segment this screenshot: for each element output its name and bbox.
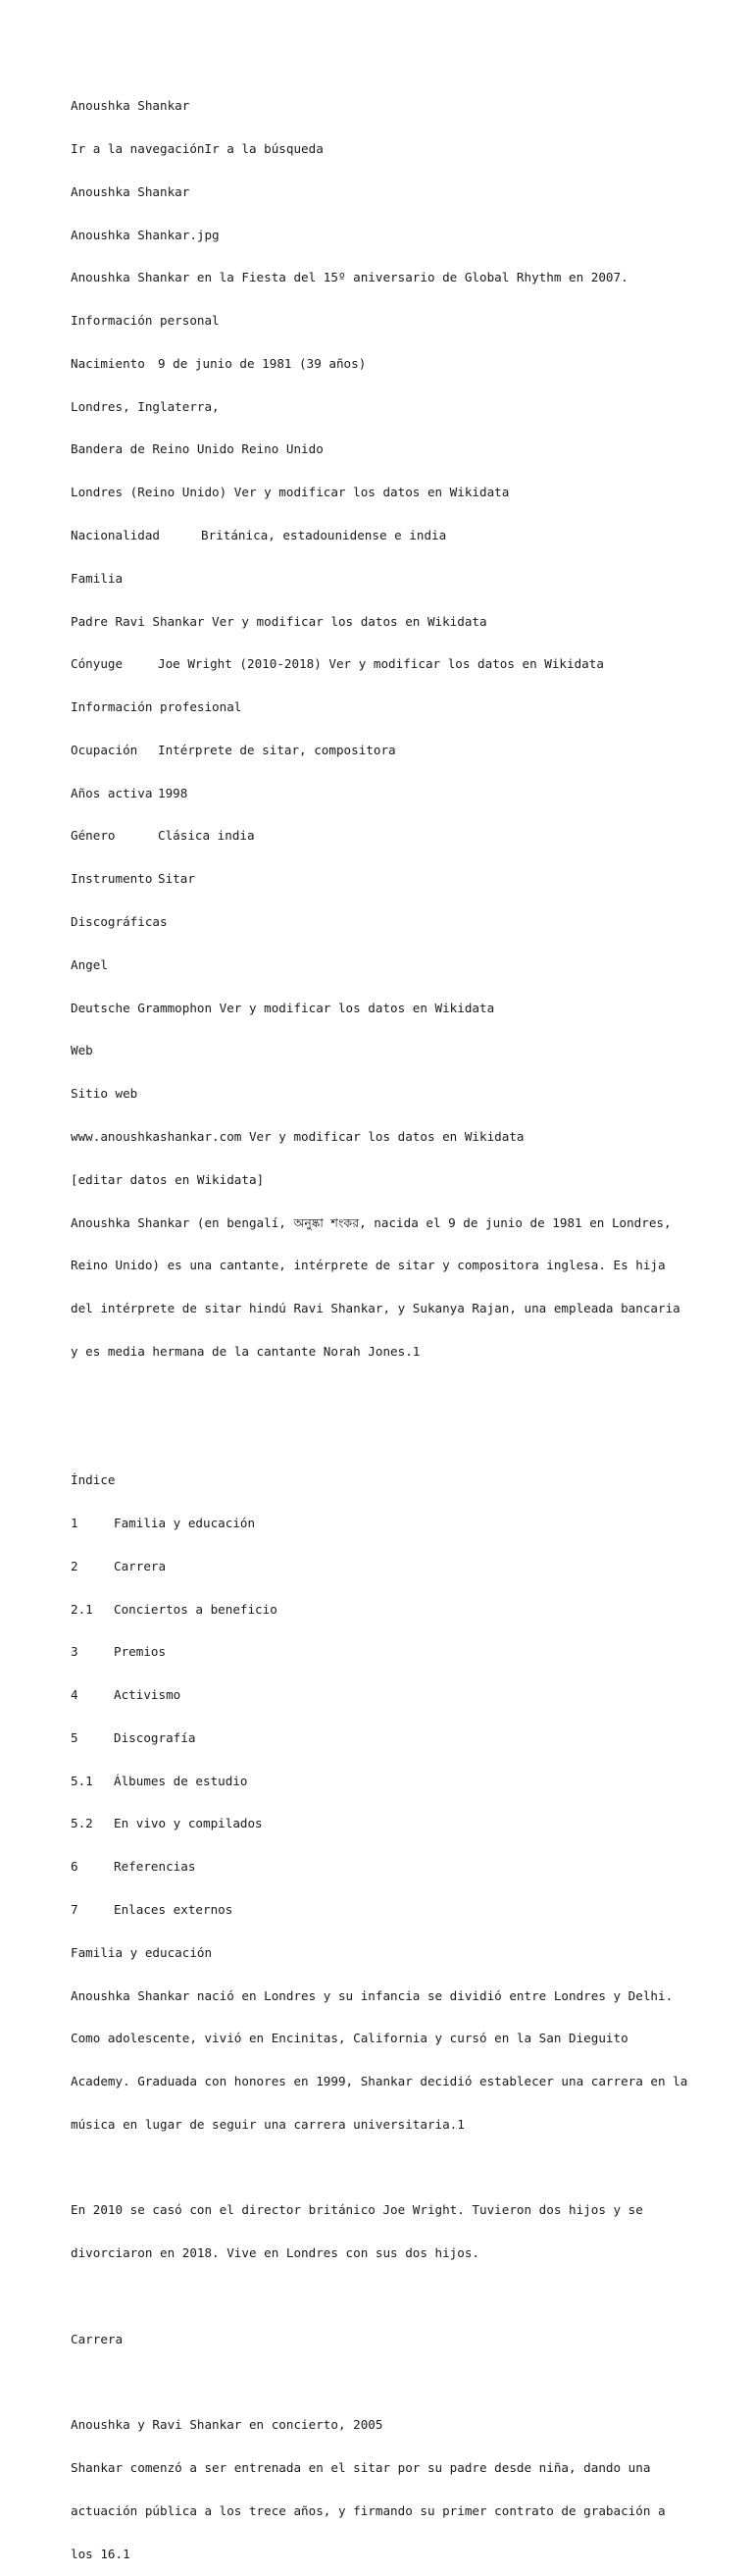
- article-title: Anoushka Shankar: [71, 98, 190, 114]
- birth-place-wikidata[interactable]: Londres (Reino Unido) Ver y modificar los datos en Wikidata: [71, 485, 510, 500]
- toc-number: 2.1: [71, 1601, 93, 1617]
- years-active-value: 1998: [158, 785, 188, 800]
- nationality-row: [71, 529, 698, 543]
- website-link[interactable]: www.anoushkashankar.com Ver y modificar los datos en Wikidata: [71, 1128, 525, 1144]
- occupation-row: [71, 744, 698, 758]
- toc-label[interactable]: Activismo: [114, 1687, 181, 1703]
- web-header: Web: [71, 1043, 93, 1058]
- intro-line: del intérprete de sitar hindú Ravi Shankar, y Sukanya Rajan, una empleada bancaria: [71, 1301, 680, 1316]
- genre-value: Clásica india: [158, 828, 255, 844]
- toc-number: 2: [71, 1558, 78, 1573]
- spouse-row: [71, 657, 698, 672]
- years-active-label: Años activa: [71, 785, 153, 800]
- toc-title: Índice: [71, 1472, 116, 1488]
- toc-label[interactable]: Referencias: [114, 1859, 196, 1875]
- family-paragraph-line: Anoushka Shankar nació en Londres y su infancia se dividió entre Londres y Delhi.: [71, 1987, 674, 2003]
- website-label: Sitio web: [71, 1086, 138, 1102]
- career-paragraph-line: Shankar comenzó a ser entrenada en el sitar por su padre desde niña, dando una: [71, 2460, 651, 2476]
- toc-number: 5.2: [71, 1816, 93, 1831]
- spacer: [71, 2161, 698, 2176]
- family-header: Familia: [71, 570, 124, 586]
- infobox-name: Anoushka Shankar: [71, 183, 190, 199]
- family-paragraph-line: Como adolescente, vivió en Encinitas, California y cursó en la San Dieguito: [71, 2031, 628, 2046]
- family-paragraph-line: Academy. Graduada con honores en 1999, Shankar decidió establecer una carrera en la: [71, 2074, 688, 2089]
- section-heading-career: Carrera: [71, 2331, 124, 2346]
- record-label-2[interactable]: Deutsche Grammophon Ver y modificar los datos en Wikidata: [71, 1000, 495, 1015]
- toc-label[interactable]: Discografía: [114, 1729, 196, 1745]
- document-text: [71, 71, 698, 2576]
- spouse-label: Cónyuge: [71, 656, 124, 672]
- toc-label[interactable]: En vivo y compilados: [114, 1816, 263, 1831]
- toc-number: 1: [71, 1515, 78, 1530]
- toc-item[interactable]: [71, 1731, 698, 1746]
- professional-info-header: Información profesional: [71, 699, 242, 715]
- career-image-caption: Anoushka y Ravi Shankar en concierto, 2005: [71, 2417, 383, 2433]
- occupation-label: Ocupación: [71, 742, 138, 757]
- toc-number: 5: [71, 1729, 78, 1745]
- toc-number: 5.1: [71, 1773, 93, 1788]
- labels-header: Discográficas: [71, 914, 168, 930]
- edit-wikidata-link[interactable]: [editar datos en Wikidata]: [71, 1171, 265, 1187]
- infobox-image-file[interactable]: Anoushka Shankar.jpg: [71, 227, 220, 242]
- record-label-1: Angel: [71, 956, 108, 972]
- spacer: [71, 1430, 698, 1445]
- toc-item[interactable]: [71, 1517, 698, 1531]
- toc-label[interactable]: Conciertos a beneficio: [114, 1601, 277, 1617]
- intro-line: Reino Unido) es una cantante, intérprete de sitar y compositora inglesa. Es hija: [71, 1258, 666, 1273]
- personal-info-header: Información personal: [71, 313, 220, 329]
- toc-item[interactable]: [71, 1645, 698, 1660]
- toc-item[interactable]: [71, 1817, 698, 1831]
- infobox-image-caption: Anoushka Shankar en la Fiesta del 15º aniversario de Global Rhythm en 2007.: [71, 270, 628, 285]
- family-paragraph-line: En 2010 se casó con el director británico Joe Wright. Tuvieron dos hijos y se: [71, 2202, 643, 2218]
- instrument-value: Sitar: [158, 871, 195, 887]
- flag-alt-text: Bandera de Reino Unido Reino Unido: [71, 441, 324, 457]
- toc-item[interactable]: [71, 1903, 698, 1918]
- birth-place: Londres, Inglaterra,: [71, 398, 220, 414]
- occupation-value: Intérprete de sitar, compositora: [158, 742, 396, 757]
- intro-line: y es media hermana de la cantante Norah Jones.1: [71, 1343, 421, 1359]
- genre-label: Género: [71, 828, 116, 844]
- family-paragraph-line: divorciaron en 2018. Vive en Londres con sus dos hijos.: [71, 2245, 480, 2261]
- genre-row: [71, 829, 698, 844]
- toc-number: 3: [71, 1644, 78, 1660]
- toc-item[interactable]: [71, 1860, 698, 1875]
- birth-value: 9 de junio de 1981 (39 años): [158, 355, 367, 371]
- birth-row: [71, 357, 698, 372]
- skip-to-navigation-link[interactable]: Ir a la navegación: [71, 140, 205, 156]
- spouse-value[interactable]: Joe Wright (2010-2018) Ver y modificar los datos en Wikidata: [158, 656, 604, 672]
- spacer: [71, 2376, 698, 2391]
- toc-item[interactable]: [71, 1775, 698, 1789]
- family-paragraph-line: música en lugar de seguir una carrera universitaria.1: [71, 2116, 465, 2132]
- instrument-label: Instrumento: [71, 871, 153, 887]
- section-heading-family: Familia y educación: [71, 1944, 213, 1960]
- spacer: [71, 1388, 698, 1403]
- toc-number: 4: [71, 1687, 78, 1703]
- toc-item[interactable]: [71, 1560, 698, 1574]
- toc-number: 6: [71, 1859, 78, 1875]
- toc-item[interactable]: [71, 1603, 698, 1618]
- spacer: [71, 2290, 698, 2304]
- instrument-row: [71, 872, 698, 887]
- years-active-row: [71, 787, 698, 801]
- toc-item[interactable]: [71, 1688, 698, 1703]
- toc-number: 7: [71, 1902, 78, 1917]
- nationality-label: Nacionalidad: [71, 528, 160, 542]
- father-row[interactable]: Padre Ravi Shankar Ver y modificar los datos en Wikidata: [71, 613, 487, 629]
- toc-label[interactable]: Carrera: [114, 1558, 167, 1573]
- career-paragraph-line: actuación pública a los trece años, y firmando su primer contrato de grabación a: [71, 2502, 666, 2518]
- toc-label[interactable]: Premios: [114, 1644, 167, 1660]
- toc-label[interactable]: Enlaces externos: [114, 1902, 233, 1917]
- nationality-value: Británica, estadounidense e india: [201, 528, 447, 542]
- toc-label[interactable]: Familia y educación: [114, 1515, 256, 1530]
- toc-label[interactable]: Álbumes de estudio: [114, 1773, 248, 1788]
- career-paragraph-line: los 16.1: [71, 2546, 130, 2561]
- birth-label: Nacimiento: [71, 355, 145, 371]
- intro-line: Anoushka Shankar (en bengalí, অনুষ্কা শংকর, nacida el 9 de junio de 1981 en Londres,: [71, 1214, 672, 1230]
- skip-to-search-link[interactable]: Ir a la búsqueda: [204, 140, 324, 156]
- skip-links: [71, 142, 698, 157]
